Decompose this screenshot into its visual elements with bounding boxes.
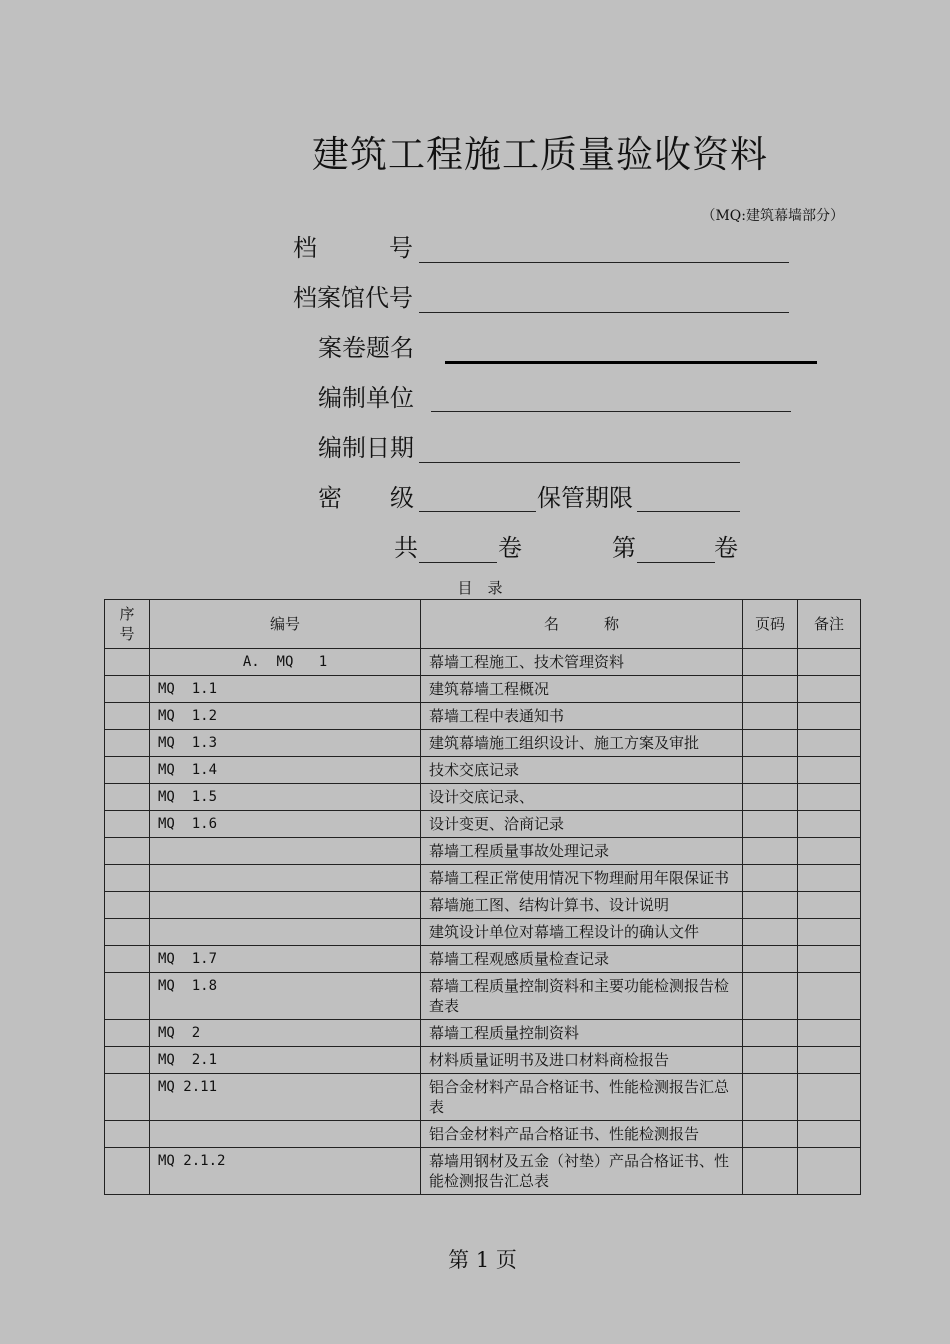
retention-label: 保管期限 bbox=[537, 484, 633, 512]
row-note bbox=[798, 676, 861, 703]
row-note bbox=[798, 973, 861, 1020]
table-row bbox=[105, 973, 861, 1020]
row-code bbox=[150, 892, 421, 919]
row-code bbox=[150, 1121, 421, 1148]
row-code: MQ 2.11 bbox=[150, 1074, 421, 1121]
compiler-label: 编制单位 bbox=[318, 384, 414, 412]
row-code: MQ 1.5 bbox=[150, 784, 421, 811]
row-page bbox=[743, 973, 798, 1020]
row-name: 幕墙工程质量控制资料和主要功能检测报告检查表 bbox=[421, 973, 743, 1020]
row-note bbox=[798, 1047, 861, 1074]
row-name: 技术交底记录 bbox=[421, 757, 743, 784]
row-note bbox=[798, 649, 861, 676]
nth-label: 第 bbox=[612, 534, 636, 562]
row-seq bbox=[105, 703, 150, 730]
row-page bbox=[743, 703, 798, 730]
archive-no-field[interactable] bbox=[419, 262, 789, 263]
row-seq bbox=[105, 784, 150, 811]
row-page bbox=[743, 757, 798, 784]
header-page: 页码 bbox=[743, 600, 798, 649]
row-seq bbox=[105, 757, 150, 784]
row-seq bbox=[105, 811, 150, 838]
row-page bbox=[743, 892, 798, 919]
row-note bbox=[798, 838, 861, 865]
row-page bbox=[743, 1020, 798, 1047]
row-name: 设计变更、洽商记录 bbox=[421, 811, 743, 838]
table-row bbox=[105, 784, 861, 811]
row-seq bbox=[105, 1047, 150, 1074]
row-note bbox=[798, 1121, 861, 1148]
row-code: MQ 1.1 bbox=[150, 676, 421, 703]
toc-header-row bbox=[105, 600, 861, 649]
row-note bbox=[798, 946, 861, 973]
compile-date-label: 编制日期 bbox=[318, 434, 414, 462]
row-page bbox=[743, 865, 798, 892]
row-page bbox=[743, 649, 798, 676]
row-seq bbox=[105, 919, 150, 946]
row-code bbox=[150, 838, 421, 865]
row-seq bbox=[105, 1148, 150, 1195]
row-page bbox=[743, 1074, 798, 1121]
row-code: MQ 1.4 bbox=[150, 757, 421, 784]
table-row bbox=[105, 1020, 861, 1047]
row-code: MQ 1.8 bbox=[150, 973, 421, 1020]
row-note bbox=[798, 784, 861, 811]
row-note bbox=[798, 703, 861, 730]
row-note bbox=[798, 757, 861, 784]
nth-volume-field[interactable] bbox=[637, 562, 715, 563]
row-name: 材料质量证明书及进口材料商检报告 bbox=[421, 1047, 743, 1074]
row-page bbox=[743, 946, 798, 973]
secret-level-label: 密 级 bbox=[318, 484, 414, 512]
volume-title-label: 案卷题名 bbox=[318, 334, 414, 362]
archive-no-label: 档 号 bbox=[293, 234, 413, 262]
row-seq bbox=[105, 892, 150, 919]
document-title: 建筑工程施工质量验收资料 bbox=[312, 133, 768, 176]
row-code: MQ 2 bbox=[150, 1020, 421, 1047]
row-code bbox=[150, 865, 421, 892]
table-row bbox=[105, 811, 861, 838]
row-seq bbox=[105, 865, 150, 892]
row-name: 幕墙工程质量控制资料 bbox=[421, 1020, 743, 1047]
archive-code-field[interactable] bbox=[419, 312, 789, 313]
row-seq bbox=[105, 1020, 150, 1047]
row-seq bbox=[105, 1121, 150, 1148]
row-note bbox=[798, 811, 861, 838]
table-row bbox=[105, 1148, 861, 1195]
row-name: 幕墙工程质量事故处理记录 bbox=[421, 838, 743, 865]
header-note: 备注 bbox=[798, 600, 861, 649]
row-seq bbox=[105, 649, 150, 676]
compiler-field[interactable] bbox=[431, 411, 791, 412]
table-row bbox=[105, 1074, 861, 1121]
row-name: 建筑设计单位对幕墙工程设计的确认文件 bbox=[421, 919, 743, 946]
volume-label-2: 卷 bbox=[714, 534, 738, 562]
table-row bbox=[105, 865, 861, 892]
row-seq bbox=[105, 1074, 150, 1121]
row-name: 幕墙工程观感质量检查记录 bbox=[421, 946, 743, 973]
row-page bbox=[743, 784, 798, 811]
compile-date-field[interactable] bbox=[419, 462, 740, 463]
row-code: MQ 1.6 bbox=[150, 811, 421, 838]
header-code: 编号 bbox=[150, 600, 421, 649]
total-label: 共 bbox=[394, 534, 418, 562]
header-name: 名 称 bbox=[421, 600, 743, 649]
volume-title-field[interactable] bbox=[445, 361, 817, 364]
archive-code-label: 档案馆代号 bbox=[293, 284, 413, 312]
header-seq: 序号 bbox=[105, 600, 150, 649]
row-seq bbox=[105, 676, 150, 703]
volume-label: 卷 bbox=[498, 534, 522, 562]
row-code: MQ 2.1.2 bbox=[150, 1148, 421, 1195]
retention-field[interactable] bbox=[637, 511, 740, 512]
row-note bbox=[798, 892, 861, 919]
toc-table bbox=[104, 599, 861, 1195]
row-page bbox=[743, 1121, 798, 1148]
row-note bbox=[798, 1148, 861, 1195]
toc-title: 目 录 bbox=[457, 579, 503, 597]
total-volumes-field[interactable] bbox=[419, 562, 497, 563]
row-page bbox=[743, 1148, 798, 1195]
table-row bbox=[105, 892, 861, 919]
row-note bbox=[798, 1020, 861, 1047]
document-subtitle: （MQ:建筑幕墙部分） bbox=[701, 208, 844, 224]
row-name: 铝合金材料产品合格证书、性能检测报告汇总表 bbox=[421, 1074, 743, 1121]
row-name: 幕墙工程中表通知书 bbox=[421, 703, 743, 730]
row-page bbox=[743, 730, 798, 757]
row-note bbox=[798, 730, 861, 757]
row-name: 幕墙工程正常使用情况下物理耐用年限保证书 bbox=[421, 865, 743, 892]
row-seq bbox=[105, 973, 150, 1020]
row-page bbox=[743, 838, 798, 865]
row-code: A. MQ 1 bbox=[150, 649, 421, 676]
row-seq bbox=[105, 838, 150, 865]
table-row bbox=[105, 919, 861, 946]
row-note bbox=[798, 919, 861, 946]
row-name: 幕墙施工图、结构计算书、设计说明 bbox=[421, 892, 743, 919]
row-page bbox=[743, 1047, 798, 1074]
table-row bbox=[105, 1121, 861, 1148]
table-row bbox=[105, 1047, 861, 1074]
table-row bbox=[105, 838, 861, 865]
table-row bbox=[105, 649, 861, 676]
row-seq bbox=[105, 730, 150, 757]
row-page bbox=[743, 676, 798, 703]
row-name: 铝合金材料产品合格证书、性能检测报告 bbox=[421, 1121, 743, 1148]
table-row bbox=[105, 676, 861, 703]
page-footer: 第 1 页 bbox=[448, 1248, 517, 1272]
row-code: MQ 2.1 bbox=[150, 1047, 421, 1074]
row-code: MQ 1.2 bbox=[150, 703, 421, 730]
row-code: MQ 1.7 bbox=[150, 946, 421, 973]
row-note bbox=[798, 1074, 861, 1121]
row-name: 设计交底记录、 bbox=[421, 784, 743, 811]
row-page bbox=[743, 919, 798, 946]
row-note bbox=[798, 865, 861, 892]
table-row bbox=[105, 946, 861, 973]
table-row bbox=[105, 730, 861, 757]
secret-level-field[interactable] bbox=[419, 511, 536, 512]
row-name: 建筑幕墙工程概况 bbox=[421, 676, 743, 703]
row-name: 幕墙用钢材及五金（衬垫）产品合格证书、性能检测报告汇总表 bbox=[421, 1148, 743, 1195]
row-page bbox=[743, 811, 798, 838]
row-code bbox=[150, 919, 421, 946]
row-code: MQ 1.3 bbox=[150, 730, 421, 757]
row-name: 幕墙工程施工、技术管理资料 bbox=[421, 649, 743, 676]
table-row bbox=[105, 703, 861, 730]
row-seq bbox=[105, 946, 150, 973]
row-name: 建筑幕墙施工组织设计、施工方案及审批 bbox=[421, 730, 743, 757]
table-row bbox=[105, 757, 861, 784]
